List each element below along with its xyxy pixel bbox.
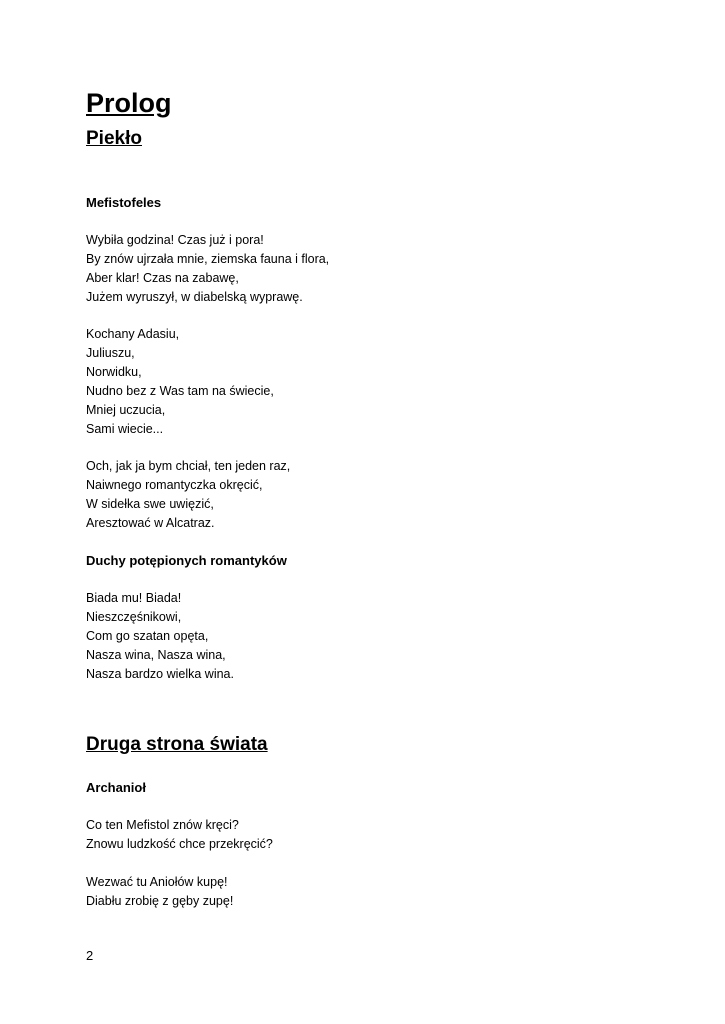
- speaker-archaniol: Archanioł: [86, 780, 146, 795]
- verse-line: Naiwnego romantyczka okręcić,: [86, 478, 263, 492]
- stanza-duchy-1: [86, 589, 234, 684]
- verse-line: Sami wiecie...: [86, 422, 164, 436]
- verse-line: Juliuszu,: [86, 346, 135, 360]
- speaker-mefistofeles: Mefistofeles: [86, 195, 162, 210]
- verse-line: Aber klar! Czas na zabawę,: [86, 271, 239, 285]
- page-number: 2: [86, 948, 94, 963]
- verse-line: Co ten Mefistol znów kręci?: [86, 818, 239, 832]
- verse-line: Nasza wina, Nasza wina,: [86, 648, 226, 662]
- verse-line: Wybiła godzina! Czas już i pora!: [86, 233, 264, 247]
- verse-line: Diabłu zrobię z gęby zupę!: [86, 894, 234, 908]
- verse-line: Mniej uczucia,: [86, 403, 166, 417]
- stanza-archaniol-1: [86, 816, 273, 854]
- stanza-archaniol-2: [86, 873, 233, 911]
- speaker-duchy-romantykow: Duchy potępionych romantyków: [86, 553, 287, 568]
- verse-line: Nieszczęśnikowi,: [86, 610, 182, 624]
- verse-line: Norwidku,: [86, 365, 142, 379]
- verse-line: Jużem wyruszył, w diabelską wyprawę.: [86, 290, 303, 304]
- verse-line: Och, jak ja bym chciał, ten jeden raz,: [86, 459, 291, 473]
- stanza-mefistofeles-3: [86, 457, 290, 533]
- document-title: Prolog: [86, 88, 172, 118]
- verse-line: Com go szatan opęta,: [86, 629, 209, 643]
- verse-line: Kochany Adasiu,: [86, 327, 180, 341]
- verse-line: Aresztować w Alcatraz.: [86, 516, 215, 530]
- verse-line: By znów ujrzała mnie, ziemska fauna i flora,: [86, 252, 330, 266]
- section-heading-druga-strona: Druga strona świata: [86, 734, 268, 755]
- verse-line: Wezwać tu Aniołów kupę!: [86, 875, 228, 889]
- verse-line: Nudno bez z Was tam na świecie,: [86, 384, 274, 398]
- stanza-mefistofeles-2: [86, 325, 274, 439]
- verse-line: W sidełka swe uwięzić,: [86, 497, 214, 511]
- stanza-mefistofeles-1: [86, 231, 329, 307]
- verse-line: Nasza bardzo wielka wina.: [86, 667, 234, 681]
- verse-line: Znowu ludzkość chce przekręcić?: [86, 837, 273, 851]
- verse-line: Biada mu! Biada!: [86, 591, 182, 605]
- section-heading-pieklo: Piekło: [86, 128, 142, 149]
